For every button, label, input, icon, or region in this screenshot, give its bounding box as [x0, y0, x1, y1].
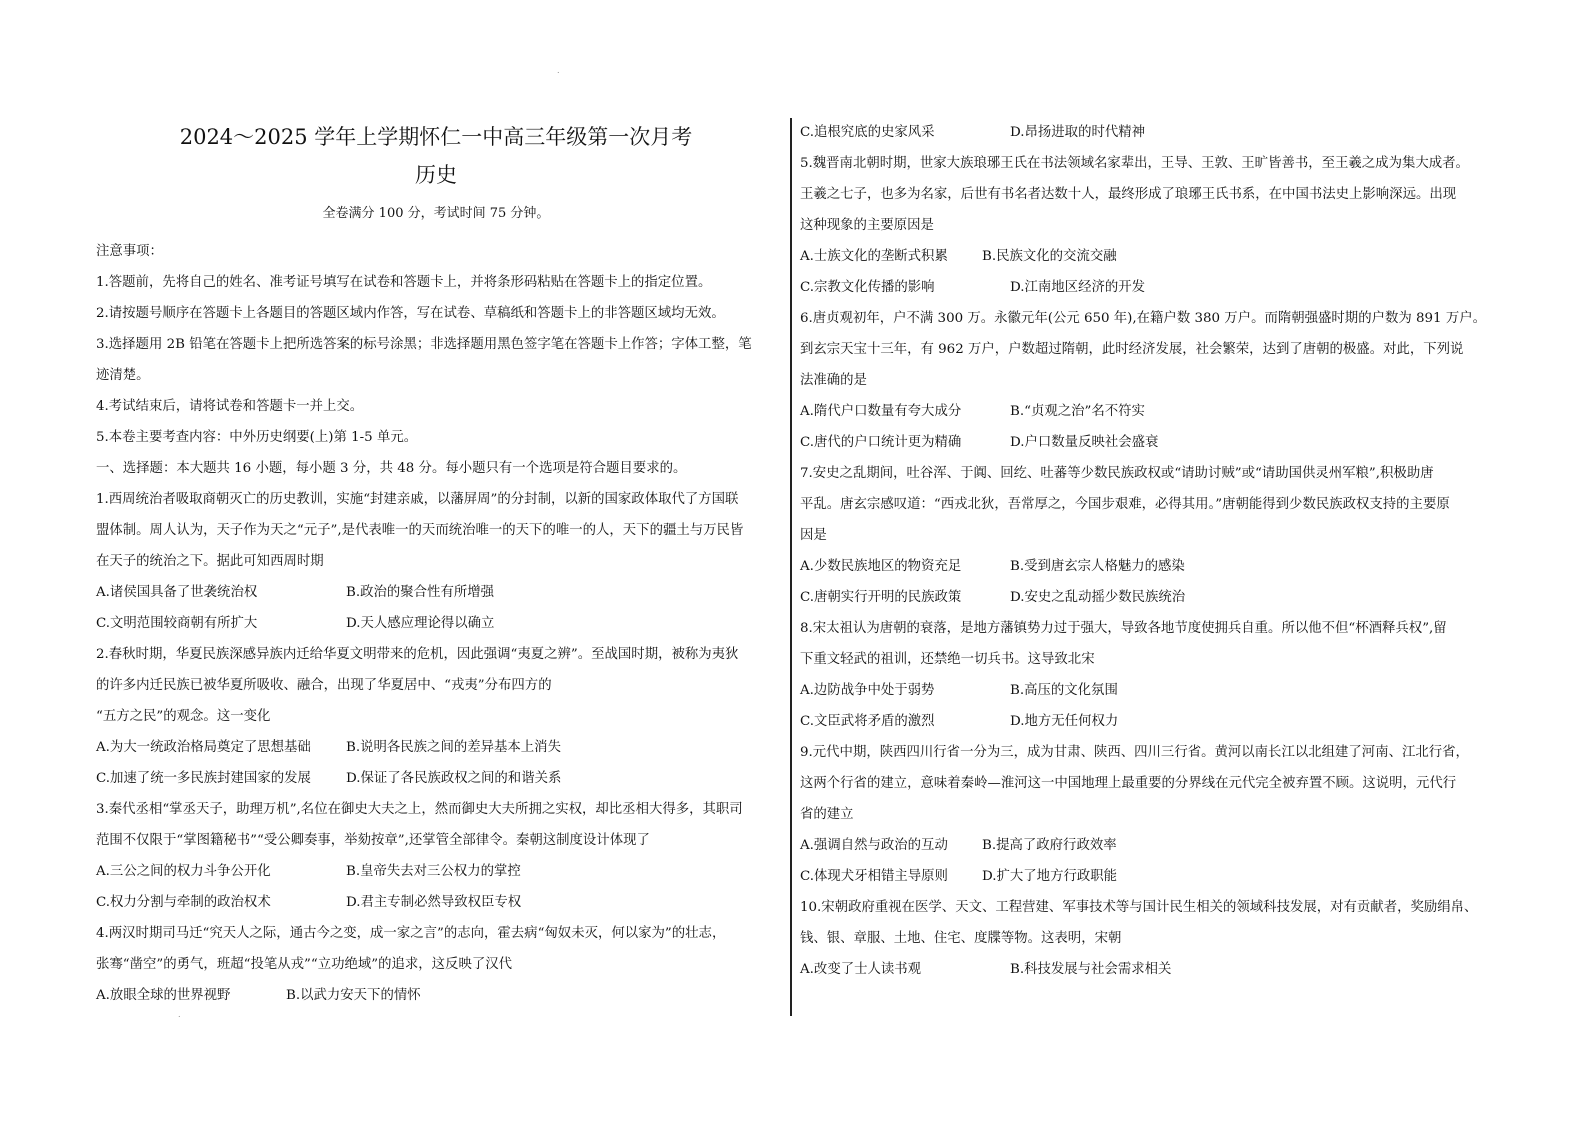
option-d: D.君主专制必然导致权臣专权 [346, 895, 522, 910]
question-7-stem: 7.安史之乱期间，吐谷浑、于阗、回纥、吐蕃等少数民族政权或“请助讨贼”或“请助国供灵州军粮”,积极助唐 [800, 466, 1434, 481]
option-c: C.追根究底的史家风采 [800, 125, 935, 140]
option-a: A.士族文化的垄断式积累 [800, 249, 948, 264]
option-c: C.体现犬牙相错主导原则 [800, 869, 948, 884]
option-b: B.以武力安天下的情怀 [286, 988, 421, 1003]
notice-item: 3.选择题用 2B 铅笔在答题卡上把所选答案的标号涂黑；非选择题用黑色签字笔在答题卡上作答；字体工整，笔 [96, 337, 752, 352]
question-10-stem: 钱、银、章服、土地、住宅、度牒等物。这表明，宋朝 [800, 931, 1122, 946]
question-9-stem: 省的建立 [800, 807, 854, 822]
option-b: B.“贞观之治”名不符实 [1010, 404, 1145, 419]
question-2-stem: 的许多内迁民族已被华夏所吸收、融合，出现了华夏居中、“戎夷”分布四方的 [96, 678, 552, 693]
question-4-options-cd [800, 117, 1500, 148]
question-4-stem: 4.两汉时期司马迁“究天人之际，通古今之变，成一家之言”的志向，霍去病“匈奴未灭，何以家为”的壮志， [96, 926, 726, 941]
question-3-options-cd [96, 887, 776, 918]
question-5-options-ab [800, 241, 1500, 272]
option-c: C.唐代的户口统计更为精确 [800, 435, 962, 450]
option-d: D.昂扬进取的时代精神 [1010, 125, 1146, 140]
option-d: D.保证了各民族政权之间的和谐关系 [346, 771, 562, 786]
option-c: C.文明范围较商朝有所扩大 [96, 616, 258, 631]
option-a: A.隋代户口数量有夸大成分 [800, 404, 962, 419]
question-1-stem: 在天子的统治之下。据此可知西周时期 [96, 554, 324, 569]
section-heading: 一、选择题：本大题共 16 小题，每小题 3 分，共 48 分。每小题只有一个选项是符合题目要求的。 [96, 461, 687, 476]
option-b: B.受到唐玄宗人格魅力的感染 [1010, 559, 1185, 574]
option-a: A.边防战争中处于弱势 [800, 683, 935, 698]
question-10-stem: 10.宋朝政府重视在医学、天文、工程营建、军事技术等与国计民生相关的领域科技发展，对有贡献者，奖励绢帛、 [800, 900, 1478, 915]
question-8-stem: 8.宋太祖认为唐朝的衰落，是地方藩镇势力过于强大，导致各地节度使拥兵自重。所以他不但“杯酒释兵权”,留 [800, 621, 1447, 636]
option-a: A.为大一统政治格局奠定了思想基础 [96, 740, 311, 755]
question-9-stem: 9.元代中期，陕西四川行省一分为三，成为甘肃、陕西、四川三行省。黄河以南长江以北组建了河南、江北行省， [800, 745, 1469, 760]
option-c: C.加速了统一多民族封建国家的发展 [96, 771, 311, 786]
option-a: A.诸侯国具备了世袭统治权 [96, 585, 258, 600]
option-d: D.户口数量反映社会盛衰 [1010, 435, 1159, 450]
notice-item: 2.请按题号顺序在答题卡上各题目的答题区域内作答，写在试卷、草稿纸和答题卡上的非答题区域均无效。 [96, 306, 725, 321]
question-6-stem: 法准确的是 [800, 373, 867, 388]
question-2-options-ab [96, 732, 776, 763]
question-8-options-cd [800, 706, 1500, 737]
notice-item: 迹清楚。 [96, 368, 150, 383]
option-a: A.三公之间的权力斗争公开化 [96, 864, 271, 879]
question-9-options-ab [800, 830, 1500, 861]
question-5-options-cd [800, 272, 1500, 303]
question-7-options-ab [800, 551, 1500, 582]
question-9-options-cd [800, 861, 1500, 892]
option-c: C.宗教文化传播的影响 [800, 280, 935, 295]
question-2-stem: 2.春秋时期，华夏民族深感异族内迁给华夏文明带来的危机，因此强调“夷夏之辨”。至战国时期，被称为夷狄 [96, 647, 739, 662]
question-3-options-ab [96, 856, 776, 887]
notice-item: 1.答题前，先将自己的姓名、准考证号填写在试卷和答题卡上，并将条形码粘贴在答题卡上的指定位置。 [96, 275, 712, 290]
question-3-stem: 3.秦代丞相“掌丞天子，助理万机”,名位在御史大夫之上，然而御史大夫所拥之实权，却比丞相大得多，其职司 [96, 802, 743, 817]
left-column [96, 117, 776, 1011]
question-1-stem: 1.西周统治者吸取商朝灭亡的历史教训，实施“封建亲戚，以藩屏周”的分封制，以新的国家政体取代了方国联 [96, 492, 739, 507]
question-5-stem: 这种现象的主要原因是 [800, 218, 934, 233]
question-1-stem: 盟体制。周人认为，天子作为天之“元子”,是代表唯一的天而统治唯一的天下的唯一的人，天下的疆土与万民皆 [96, 523, 744, 538]
notice-heading: 注意事项： [96, 244, 163, 259]
option-b: B.高压的文化氛围 [1010, 683, 1118, 698]
question-10-options-ab [800, 954, 1500, 985]
option-d: D.地方无任何权力 [1010, 714, 1119, 729]
option-d: D.天人感应理论得以确立 [346, 616, 495, 631]
notice-item: 5.本卷主要考查内容：中外历史纲要(上)第 1-5 单元。 [96, 430, 418, 445]
column-divider [790, 118, 792, 1016]
question-7-stem: 平乱。唐玄宗感叹道：“西戎北狄，吾常厚之，今国步艰难，必得其用。”唐朝能得到少数民族政权支持的主要原 [800, 497, 1450, 512]
notice-item: 4.考试结束后，请将试卷和答题卡一并上交。 [96, 399, 364, 414]
exam-title: 2024～2025 学年上学期怀仁一中高三年级第一次月考 [179, 125, 693, 149]
option-c: C.唐朝实行开明的民族政策 [800, 590, 962, 605]
question-3-stem: 范围不仅限于“掌图籍秘书”“受公卿奏事，举劾按章”,还掌管全部律令。秦朝这制度设计体现了 [96, 833, 650, 848]
option-c: C.文臣武将矛盾的激烈 [800, 714, 935, 729]
option-d: D.安史之乱动摇少数民族统治 [1010, 590, 1186, 605]
question-8-options-ab [800, 675, 1500, 706]
question-2-options-cd [96, 763, 776, 794]
question-8-stem: 下重文轻武的祖训，还禁绝一切兵书。这导致北宋 [800, 652, 1095, 667]
exam-meta: 全卷满分 100 分，考试时间 75 分钟。 [322, 206, 550, 221]
exam-subject: 历史 [415, 163, 457, 187]
question-1-options-cd [96, 608, 776, 639]
question-5-stem: 5.魏晋南北朝时期，世家大族琅琊王氏在书法领域名家辈出，王导、王敦、王旷皆善书，至王羲之成为集大成者。 [800, 156, 1469, 171]
question-1-options-ab [96, 577, 776, 608]
question-7-stem: 因是 [800, 528, 827, 543]
option-b: B.民族文化的交流交融 [982, 249, 1117, 264]
question-2-stem: “五方之民”的观念。这一变化 [96, 709, 271, 724]
question-7-options-cd [800, 582, 1500, 613]
option-c: C.权力分割与牵制的政治权术 [96, 895, 271, 910]
question-6-options-ab [800, 396, 1500, 427]
question-6-stem: 6.唐贞观初年，户不满 300 万。永徽元年(公元 650 年),在籍户数 380 万户。而隋朝强盛时期的户数为 891 万户。 [800, 311, 1486, 326]
question-9-stem: 这两个行省的建立，意味着秦岭—淮河这一中国地理上最重要的分界线在元代完全被弃置不顾。这说明，元代行 [800, 776, 1457, 791]
option-a: A.放眼全球的世界视野 [96, 988, 231, 1003]
question-4-options-ab [96, 980, 776, 1011]
option-b: B.提高了政府行政效率 [982, 838, 1117, 853]
question-6-stem: 到玄宗天宝十三年，有 962 万户，户数超过隋朝，此时经济发展，社会繁荣，达到了唐朝的极盛。对此，下列说 [800, 342, 1464, 357]
option-a: A.强调自然与政治的互动 [800, 838, 948, 853]
option-b: B.科技发展与社会需求相关 [1010, 962, 1172, 977]
option-b: B.说明各民族之间的差异基本上消失 [346, 740, 561, 755]
question-6-options-cd [800, 427, 1500, 458]
question-4-stem: 张骞“凿空”的勇气，班超“投笔从戎”“立功绝域”的追求，这反映了汉代 [96, 957, 513, 972]
scan-speck: . [178, 1010, 181, 1019]
right-column [800, 117, 1500, 985]
scan-speck: . [557, 66, 560, 75]
option-d: D.扩大了地方行政职能 [982, 869, 1118, 884]
option-b: B.政治的聚合性有所增强 [346, 585, 495, 600]
option-b: B.皇帝失去对三公权力的掌控 [346, 864, 521, 879]
question-5-stem: 王羲之七子，也多为名家，后世有书名者达数十人，最终形成了琅琊王氏书系，在中国书法史上影响深远。出现 [800, 187, 1457, 202]
option-a: A.少数民族地区的物资充足 [800, 559, 962, 574]
option-d: D.江南地区经济的开发 [1010, 280, 1146, 295]
option-a: A.改变了士人读书观 [800, 962, 922, 977]
